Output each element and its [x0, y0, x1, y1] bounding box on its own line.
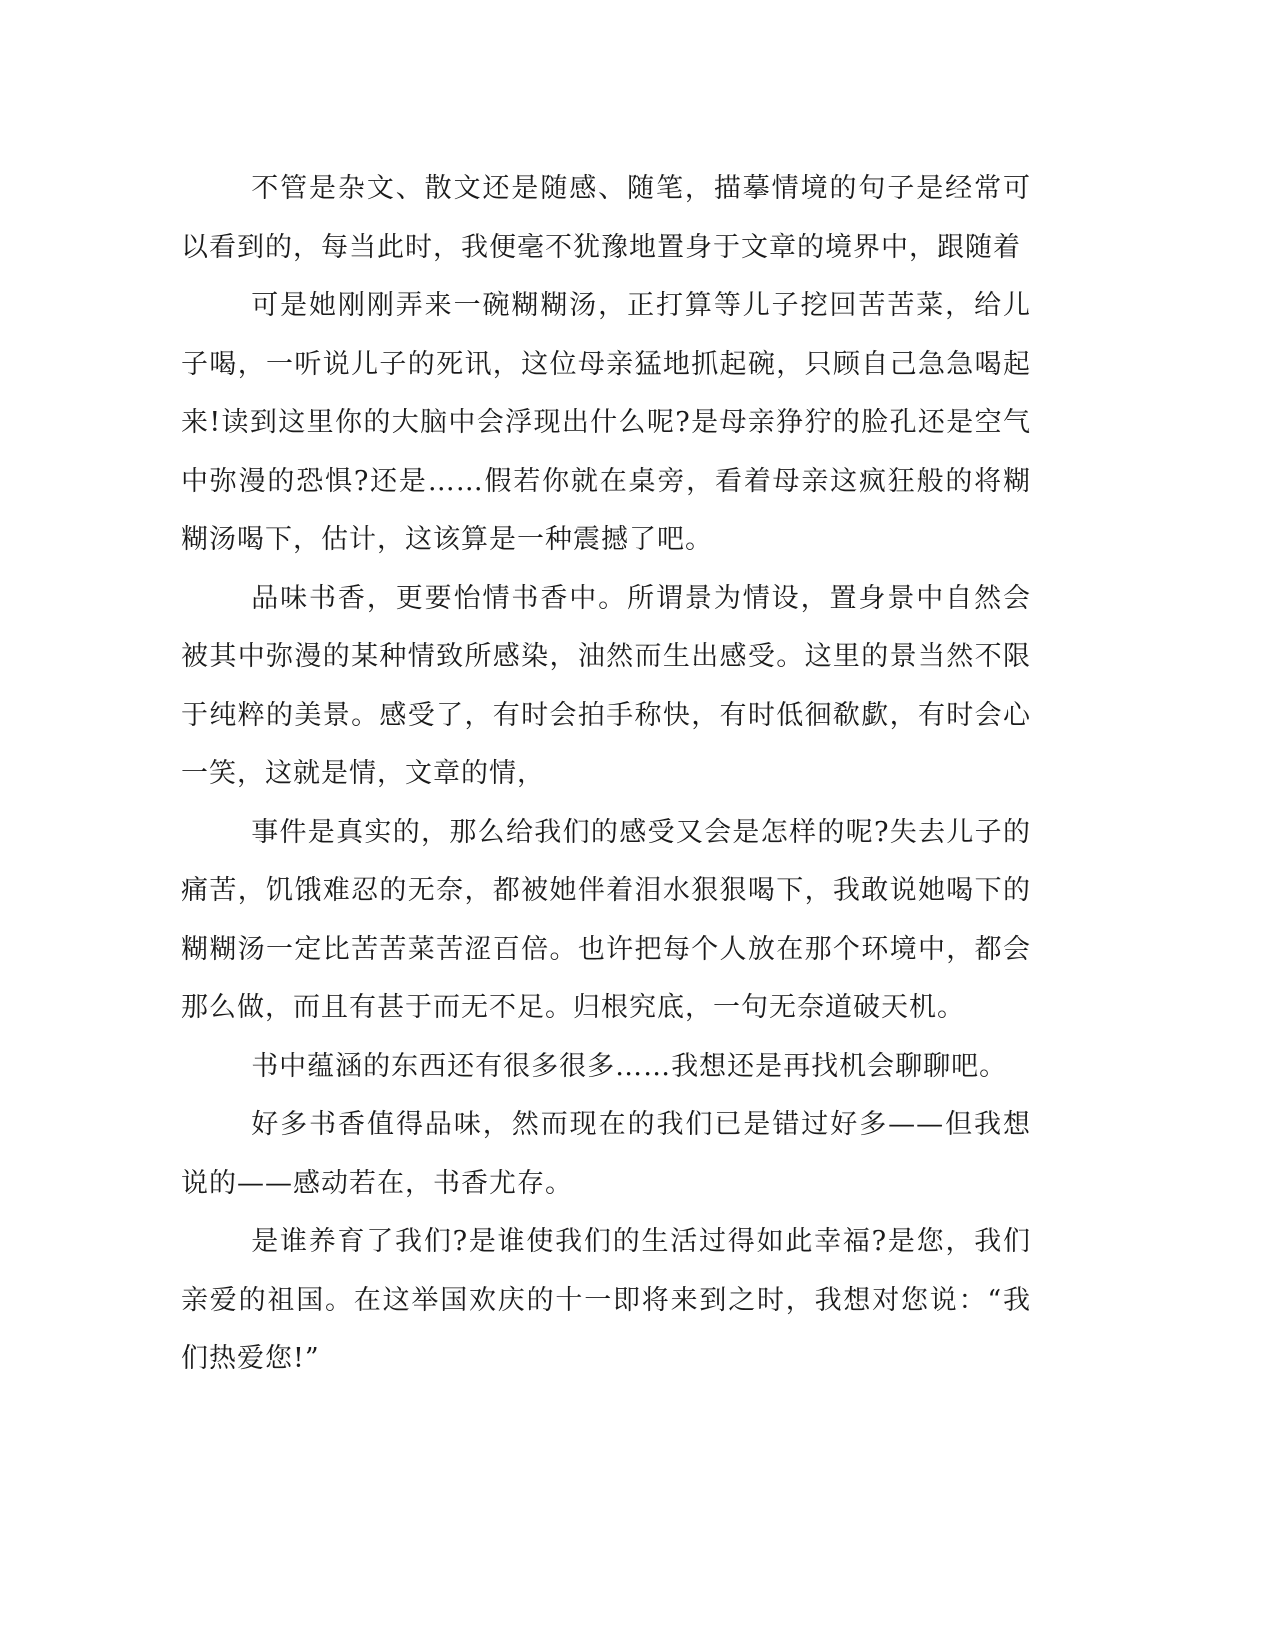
paragraph-2: 可是她刚刚弄来一碗糊糊汤，正打算等儿子挖回苦苦菜，给儿子喝，一听说儿子的死讯，这位母亲猛地抓起碗，只顾自己急急喝起来!读到这里你的大脑中会浮现出什么呢?是母亲狰狞的脸孔还是空气中弥漫的恐惧?还是……假若你就在桌旁，看着母亲这疯狂般的将糊糊汤喝下，估计，这该算是一种震撼了吧。: [181, 290, 1031, 555]
paragraph-5: 书中蕴涵的东西还有很多很多……我想还是再找机会聊聊吧。: [251, 1050, 1008, 1082]
paragraph-3: 品味书香，更要怡情书香中。所谓景为情设，置身景中自然会被其中弥漫的某种情致所感染，油然而生出感受。这里的景当然不限于纯粹的美景。感受了，有时会拍手称快，有时低徊欷歔，有时会心一笑，这就是情，文章的情，: [181, 582, 1031, 789]
paragraph-6: 好多书香值得品味，然而现在的我们已是错过好多——但我想说的——感动若在，书香尤存。: [181, 1109, 1031, 1199]
paragraph-7: 是谁养育了我们?是谁使我们的生活过得如此幸福?是您，我们亲爱的祖国。在这举国欢庆的十一即将来到之时，我想对您说：“我们热爱您!”: [181, 1226, 1031, 1374]
document-body: [181, 160, 1031, 1389]
paragraph-1: 不管是杂文、散文还是随感、随笔，描摹情境的句子是经常可以看到的，每当此时，我便毫不犹豫地置身于文章的境界中，跟随着: [181, 173, 1031, 263]
paragraph-4: 事件是真实的，那么给我们的感受又会是怎样的呢?失去儿子的痛苦，饥饿难忍的无奈，都被她伴着泪水狠狠喝下，我敢说她喝下的糊糊汤一定比苦苦菜苦涩百倍。也许把每个人放在那个环境中，都会那么做，而且有甚于而无不足。归根究底，一句无奈道破天机。: [181, 816, 1031, 1023]
